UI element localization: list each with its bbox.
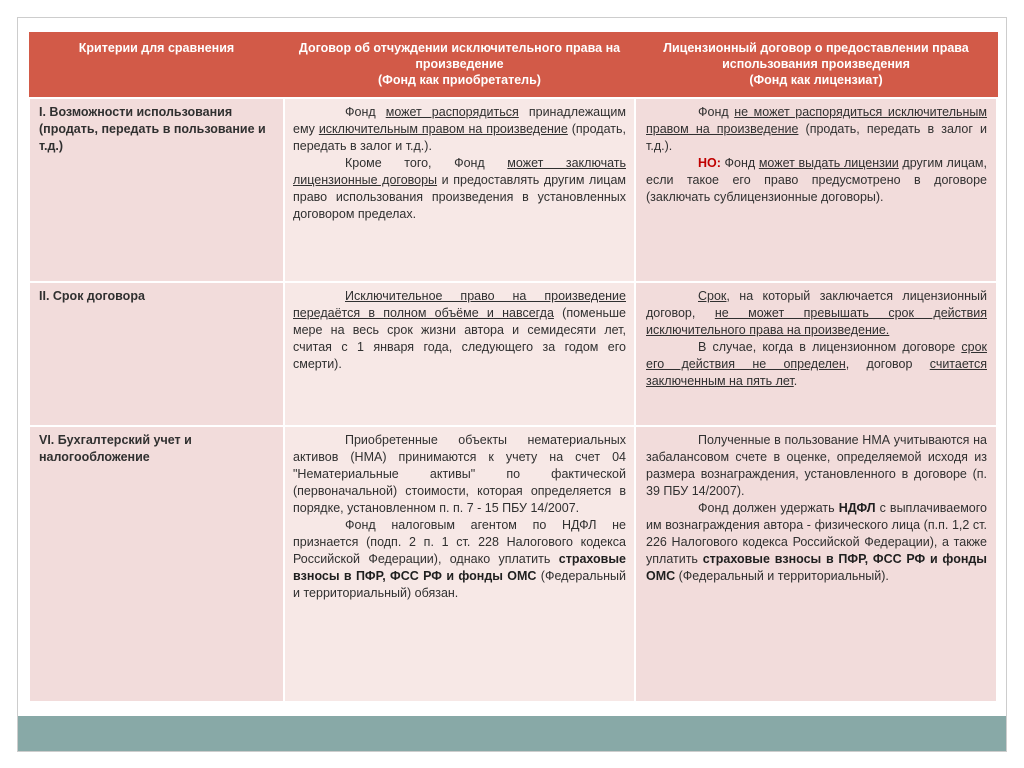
underlined-text: не может распорядиться исключительным правом на произведение: [646, 104, 987, 136]
row-criterion: II. Срок договора: [29, 282, 284, 426]
comparison-table: [28, 32, 998, 703]
underlined-text: может распорядиться: [385, 104, 519, 119]
license-header-subtitle: (Фонд как лицензиат): [749, 73, 883, 87]
text-run: .: [793, 373, 798, 388]
text-run: Полученные в пользование НМА учитываются на забалансовом счете в оценке, определяемой исходя из размера вознаграждения, установленного в договоре (п. 39 ПБУ 14/2007).: [646, 432, 987, 498]
text-run: Фонд налоговым агентом по НДФЛ не признается (подп. 2 п. 1 ст. 228 Налогового кодекса Российской Федерации), однако уплатить: [293, 517, 626, 566]
underlined-text: исключительным правом на произведение: [318, 121, 568, 136]
alienation-header-subtitle: (Фонд как приобретатель): [378, 73, 541, 87]
text-run: Фонд: [698, 104, 735, 119]
license-cell: [635, 98, 997, 282]
row-criterion: VI. Бухгалтерский учет и налогообложение: [29, 426, 284, 702]
column-header-alienation: [284, 33, 635, 98]
text-run: на который заключается лицензионный договор,: [646, 288, 987, 320]
bold-text: НДФЛ: [838, 500, 876, 515]
table-row: [29, 282, 997, 426]
text-run: Кроме того, Фонд: [345, 155, 508, 170]
text-run: (поменьше мере на весь срок жизни автора и семидесяти лет, считая с 1 января года, следующего за годом его смерти).: [293, 305, 626, 371]
text-run: с выплачиваемого им вознаграждения автора - физического лица (п.п. 1,2 ст. 226 Налогового кодекса Российской Федерации), а также уплатить: [646, 500, 987, 566]
row-criterion: I. Возможности использования (продать, передать в пользование и т.д.): [29, 98, 284, 282]
paragraph: [293, 288, 626, 373]
bold-text: страховые взносы в ПФР, ФСС РФ и фонды ОМС: [646, 551, 987, 583]
column-header-license: [635, 33, 997, 98]
footer-band: [18, 716, 1006, 751]
alienation-header-title: Договор об отчуждении исключительного права на произведение: [298, 41, 621, 71]
underlined-text: Срок,: [698, 288, 730, 303]
paragraph: [646, 432, 987, 500]
paragraph: [646, 104, 987, 155]
table-row: [29, 98, 997, 282]
paragraph: [646, 339, 987, 390]
highlight-label: НО:: [698, 155, 721, 170]
bold-text: страховые взносы в ПФР, ФСС РФ и фонды ОМС: [293, 551, 626, 583]
alienation-cell: [284, 98, 635, 282]
license-cell: [635, 282, 997, 426]
text-run: Приобретенные объекты нематериальных активов (НМА) принимаются к учету на счет 04 "Нематериальные активы" по фактической (первоначальной) стоимости, которая определяется в порядке, установленном п. п. 7 - 15 ПБУ 14/2007.: [293, 432, 626, 515]
text-run: (продать, передать в залог и т.д.).: [646, 121, 988, 153]
license-header-title: Лицензионный договор о предоставлении права использования произведения: [663, 41, 969, 71]
header-row: [29, 33, 997, 98]
text-run: , договор: [845, 356, 930, 371]
underlined-text: считается заключенным на пять лет: [646, 356, 987, 388]
text-run: принадлежащим ему: [293, 104, 626, 136]
text-run: Фонд: [720, 155, 759, 170]
text-run: (продать, передать в залог и т.д.).: [293, 121, 626, 153]
text-run: (Федеральный и территориальный).: [675, 568, 889, 583]
paragraph: [646, 500, 987, 585]
underlined-text: может заключать лицензионные договоры: [293, 155, 626, 187]
text-run: Фонд должен удержать: [698, 500, 839, 515]
table-row: [29, 426, 997, 702]
paragraph: [293, 517, 626, 602]
paragraph: [646, 155, 987, 206]
text-run: Фонд: [345, 104, 386, 119]
underlined-text: может выдать лицензии: [758, 155, 899, 170]
underlined-text: не может превышать срок действия исключительного права на произведение.: [646, 305, 987, 337]
paragraph: [646, 288, 987, 339]
license-cell: [635, 426, 997, 702]
paragraph: [293, 155, 626, 223]
underlined-text: срок его действия не определен: [646, 339, 987, 371]
text-run: (Федеральный и территориальный) обязан.: [293, 568, 626, 600]
column-header-criteria: [29, 33, 284, 98]
alienation-cell: [284, 426, 635, 702]
text-run: В случае, когда в лицензионном договоре: [698, 339, 962, 354]
criteria-header-title: Критерии для сравнения: [78, 41, 235, 55]
paragraph: [293, 432, 626, 517]
underlined-text: Исключительное право на произведение передаётся в полном объёме и навсегда: [293, 288, 626, 320]
text-run: и предоставлять другим лицам право использования произведения в установленных договором пределах.: [293, 172, 627, 221]
alienation-cell: [284, 282, 635, 426]
paragraph: [293, 104, 626, 155]
text-run: другим лицам, если такое его право предусмотрено в договоре (заключать сублицензионные договоры).: [646, 155, 987, 204]
